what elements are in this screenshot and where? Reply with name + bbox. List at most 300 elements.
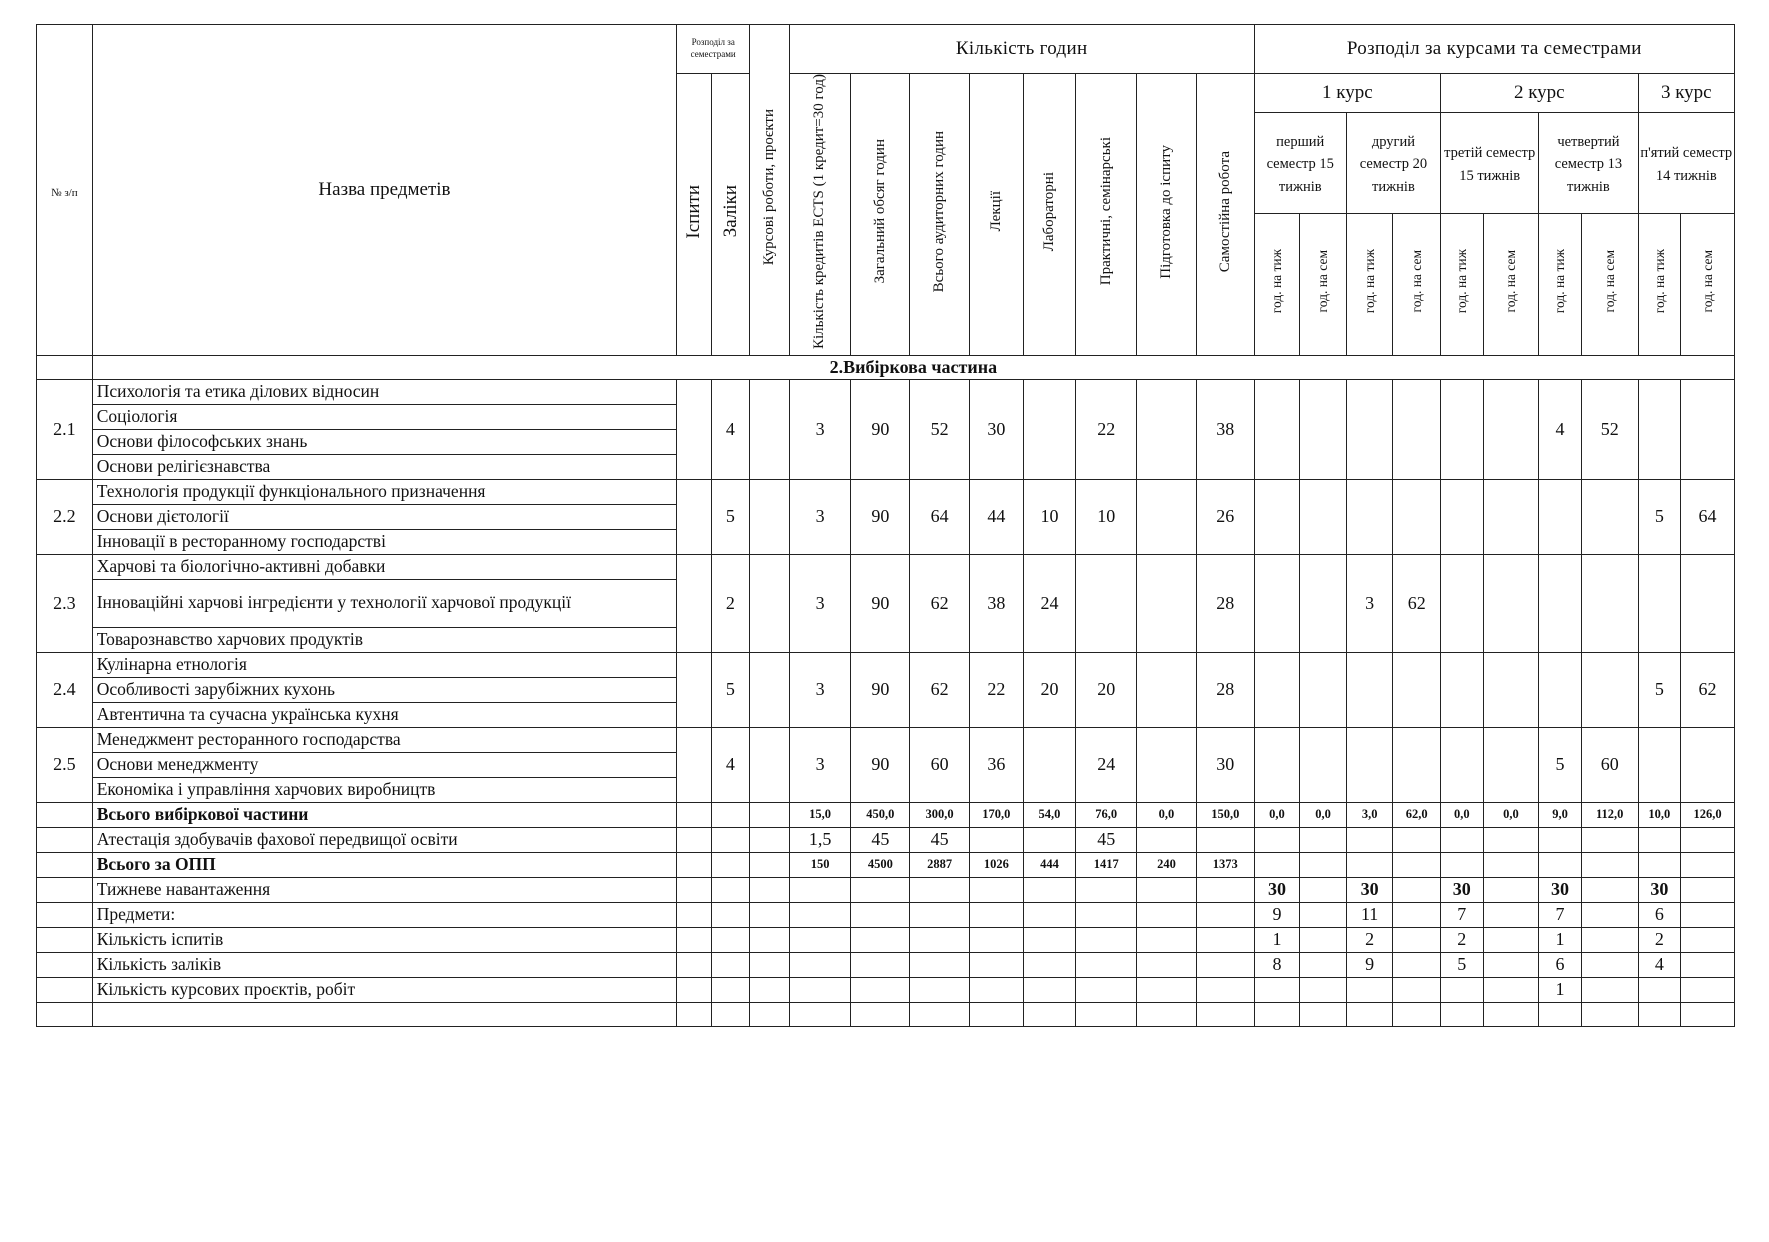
opp-cell: 1417 bbox=[1076, 852, 1137, 877]
totals-cell: 54,0 bbox=[1023, 802, 1076, 827]
exams-cell bbox=[677, 852, 711, 877]
empty-cell bbox=[851, 927, 910, 952]
distribution-cell bbox=[1254, 827, 1300, 852]
prep-cell bbox=[1137, 652, 1197, 727]
empty-cell bbox=[677, 927, 711, 952]
empty-cell bbox=[1196, 1002, 1254, 1026]
labs-cell: 10 bbox=[1023, 479, 1076, 554]
distribution-cell bbox=[1638, 554, 1681, 652]
empty-cell bbox=[1196, 927, 1254, 952]
empty-cell bbox=[1581, 877, 1638, 902]
distribution-cell bbox=[1539, 852, 1582, 877]
course-works-cell bbox=[750, 479, 790, 554]
summary-value: 9 bbox=[1346, 952, 1393, 977]
aud-cell: 60 bbox=[910, 727, 970, 802]
distribution-cell bbox=[1346, 652, 1393, 727]
empty-cell bbox=[1441, 1002, 1484, 1026]
empty-cell bbox=[1300, 877, 1347, 902]
distribution-cell bbox=[1254, 652, 1300, 727]
empty-cell bbox=[1196, 952, 1254, 977]
summary-value: 5 bbox=[1441, 952, 1484, 977]
summary-value: 30 bbox=[1539, 877, 1582, 902]
totals-cell: 450,0 bbox=[851, 802, 910, 827]
empty-cell bbox=[1023, 902, 1076, 927]
distribution-cell bbox=[1539, 652, 1582, 727]
num-cell bbox=[37, 355, 93, 379]
ects-cell: 3 bbox=[789, 554, 851, 652]
empty-cell bbox=[711, 1002, 750, 1026]
attestation-cell: 45 bbox=[851, 827, 910, 852]
empty-cell bbox=[1023, 952, 1076, 977]
curriculum-table bbox=[36, 24, 1735, 1027]
pract-cell: 10 bbox=[1076, 479, 1137, 554]
empty-cell bbox=[789, 902, 851, 927]
empty-cell bbox=[789, 927, 851, 952]
distribution-cell bbox=[1346, 852, 1393, 877]
empty-cell bbox=[1076, 977, 1137, 1002]
header-num: № з/п bbox=[37, 25, 93, 356]
empty-cell bbox=[1076, 1002, 1137, 1026]
empty-cell bbox=[92, 1002, 677, 1026]
opp-row bbox=[37, 852, 1735, 877]
summary-value bbox=[1441, 977, 1484, 1002]
distribution-cell bbox=[1638, 852, 1681, 877]
subject-name: Економіка і управління харчових виробництв bbox=[92, 777, 677, 802]
course-works-cell bbox=[750, 554, 790, 652]
totals-cell: 170,0 bbox=[969, 802, 1023, 827]
header-total-volume: Загальний обсяг годин bbox=[851, 74, 910, 356]
empty-cell bbox=[1076, 952, 1137, 977]
attestation-label: Атестація здобувачів фахової передвищої освіти bbox=[92, 827, 677, 852]
summary-value: 1 bbox=[1539, 977, 1582, 1002]
total-cell: 90 bbox=[851, 554, 910, 652]
empty-cell bbox=[910, 1002, 970, 1026]
header-course3: 3 курс bbox=[1638, 74, 1734, 113]
header-labs: Лабораторні bbox=[1023, 74, 1076, 356]
summary-value: 11 bbox=[1346, 902, 1393, 927]
num-cell bbox=[37, 852, 93, 877]
empty-cell bbox=[789, 877, 851, 902]
pract-cell bbox=[1076, 554, 1137, 652]
distribution-cell bbox=[1300, 554, 1347, 652]
group-num: 2.5 bbox=[37, 727, 93, 802]
empty-cell bbox=[851, 1002, 910, 1026]
subject-name: Харчові та біологічно-активні добавки bbox=[92, 554, 677, 579]
empty-cell bbox=[1076, 902, 1137, 927]
self-cell: 26 bbox=[1196, 479, 1254, 554]
prep-cell bbox=[1137, 479, 1197, 554]
total-cell: 90 bbox=[851, 379, 910, 479]
distribution-cell bbox=[1393, 827, 1441, 852]
empty-cell bbox=[1483, 952, 1539, 977]
summary-value: 30 bbox=[1441, 877, 1484, 902]
course-works-cell bbox=[750, 652, 790, 727]
distribution-cell bbox=[1441, 379, 1484, 479]
course-works-cell bbox=[750, 727, 790, 802]
distribution-cell bbox=[1393, 727, 1441, 802]
zaliky-cell: 2 bbox=[711, 554, 750, 652]
summary-row bbox=[37, 877, 1735, 902]
empty-cell bbox=[677, 977, 711, 1002]
aud-cell: 62 bbox=[910, 652, 970, 727]
header-exam-prep: Підготовка до іспиту bbox=[1137, 74, 1197, 356]
attestation-cell bbox=[1137, 827, 1197, 852]
section-title: 2.Вибіркова частина bbox=[92, 355, 1734, 379]
lect-cell: 38 bbox=[969, 554, 1023, 652]
summary-value: 2 bbox=[1441, 927, 1484, 952]
empty-cell bbox=[910, 877, 970, 902]
empty-cell bbox=[789, 977, 851, 1002]
summary-label: Предмети: bbox=[92, 902, 677, 927]
distribution-cell: 52 bbox=[1581, 379, 1638, 479]
distribution-cell: 5 bbox=[1638, 479, 1681, 554]
distribution-cell: 3 bbox=[1346, 554, 1393, 652]
distribution-cell: 64 bbox=[1681, 479, 1735, 554]
distribution-cell bbox=[1483, 727, 1539, 802]
table-header bbox=[37, 25, 1735, 356]
empty-cell bbox=[750, 977, 790, 1002]
empty-cell bbox=[1254, 1002, 1300, 1026]
summary-value: 4 bbox=[1638, 952, 1681, 977]
subject-name: Автентична та сучасна українська кухня bbox=[92, 702, 677, 727]
total-cell: 90 bbox=[851, 652, 910, 727]
header-zaliky: Заліки bbox=[711, 74, 750, 356]
attestation-cell bbox=[1196, 827, 1254, 852]
zaliky-cell: 5 bbox=[711, 652, 750, 727]
totals-dist-cell: 112,0 bbox=[1581, 802, 1638, 827]
distribution-cell bbox=[1254, 852, 1300, 877]
distribution-cell: 62 bbox=[1393, 554, 1441, 652]
empty-cell bbox=[1196, 977, 1254, 1002]
num-cell bbox=[37, 902, 93, 927]
empty-cell bbox=[1539, 1002, 1582, 1026]
header-hours-group: Кількість годин bbox=[789, 25, 1254, 74]
header-semester-1: перший семестр 15 тижнів bbox=[1254, 113, 1346, 214]
empty-cell bbox=[1581, 902, 1638, 927]
group-num: 2.4 bbox=[37, 652, 93, 727]
exams-cell bbox=[677, 652, 711, 727]
empty-cell bbox=[1023, 977, 1076, 1002]
distribution-cell bbox=[1346, 727, 1393, 802]
header-distribution-semesters: Розподіл за семестрами bbox=[677, 25, 750, 74]
header-course1: 1 курс bbox=[1254, 74, 1440, 113]
table-body bbox=[37, 355, 1735, 1026]
header-per-sem: год. на сем bbox=[1300, 213, 1347, 355]
summary-label: Кількість заліків bbox=[92, 952, 677, 977]
totals-label: Всього вибіркової частини bbox=[92, 802, 677, 827]
zaliky-cell bbox=[711, 827, 750, 852]
empty-cell bbox=[851, 902, 910, 927]
course-works-cell bbox=[750, 379, 790, 479]
summary-value: 6 bbox=[1539, 952, 1582, 977]
header-ects: Кількість кредитів ECTS (1 кредит=30 год) bbox=[789, 74, 851, 356]
summary-value: 7 bbox=[1539, 902, 1582, 927]
totals-dist-cell: 0,0 bbox=[1254, 802, 1300, 827]
totals-dist-cell: 0,0 bbox=[1441, 802, 1484, 827]
empty-cell bbox=[1300, 952, 1347, 977]
empty-row bbox=[37, 1002, 1735, 1026]
distribution-cell bbox=[1681, 852, 1735, 877]
header-distribution-courses: Розподіл за курсами та семестрами bbox=[1254, 25, 1734, 74]
summary-value: 7 bbox=[1441, 902, 1484, 927]
empty-cell bbox=[1137, 952, 1197, 977]
summary-value: 2 bbox=[1346, 927, 1393, 952]
distribution-cell bbox=[1483, 652, 1539, 727]
pract-cell: 24 bbox=[1076, 727, 1137, 802]
empty-cell bbox=[1483, 902, 1539, 927]
header-per-sem: год. на сем bbox=[1393, 213, 1441, 355]
header-per-week: год. на тиж bbox=[1254, 213, 1300, 355]
aud-cell: 62 bbox=[910, 554, 970, 652]
totals-dist-cell: 0,0 bbox=[1300, 802, 1347, 827]
empty-cell bbox=[1137, 927, 1197, 952]
distribution-cell: 5 bbox=[1638, 652, 1681, 727]
ects-cell: 3 bbox=[789, 652, 851, 727]
empty-cell bbox=[1076, 927, 1137, 952]
summary-value bbox=[1254, 977, 1300, 1002]
header-per-week: год. на тиж bbox=[1539, 213, 1582, 355]
ects-cell: 3 bbox=[789, 479, 851, 554]
pract-cell: 22 bbox=[1076, 379, 1137, 479]
total-cell: 90 bbox=[851, 479, 910, 554]
distribution-cell bbox=[1681, 827, 1735, 852]
distribution-cell bbox=[1300, 727, 1347, 802]
empty-cell bbox=[1483, 977, 1539, 1002]
pract-cell: 20 bbox=[1076, 652, 1137, 727]
totals-dist-cell: 9,0 bbox=[1539, 802, 1582, 827]
summary-label: Кількість іспитів bbox=[92, 927, 677, 952]
distribution-cell bbox=[1681, 554, 1735, 652]
exams-cell bbox=[677, 727, 711, 802]
distribution-cell bbox=[1346, 479, 1393, 554]
summary-row bbox=[37, 977, 1735, 1002]
subject-name: Основи філософських знань bbox=[92, 429, 677, 454]
distribution-cell bbox=[1346, 379, 1393, 479]
empty-cell bbox=[969, 952, 1023, 977]
summary-value: 1 bbox=[1539, 927, 1582, 952]
self-cell: 30 bbox=[1196, 727, 1254, 802]
header-lectures: Лекції bbox=[969, 74, 1023, 356]
summary-value bbox=[1638, 977, 1681, 1002]
distribution-cell bbox=[1346, 827, 1393, 852]
self-cell: 28 bbox=[1196, 652, 1254, 727]
empty-cell bbox=[1393, 877, 1441, 902]
subject-name: Менеджмент ресторанного господарства bbox=[92, 727, 677, 752]
zaliky-cell: 5 bbox=[711, 479, 750, 554]
empty-cell bbox=[750, 877, 790, 902]
distribution-cell bbox=[1441, 852, 1484, 877]
course-works-cell bbox=[750, 852, 790, 877]
totals-cell: 300,0 bbox=[910, 802, 970, 827]
empty-cell bbox=[1681, 977, 1735, 1002]
distribution-cell bbox=[1441, 827, 1484, 852]
totals-row bbox=[37, 802, 1735, 827]
empty-cell bbox=[750, 1002, 790, 1026]
summary-row bbox=[37, 927, 1735, 952]
empty-cell bbox=[910, 952, 970, 977]
empty-cell bbox=[1076, 877, 1137, 902]
opp-cell: 240 bbox=[1137, 852, 1197, 877]
header-self-work: Самостійна робота bbox=[1196, 74, 1254, 356]
empty-cell bbox=[750, 952, 790, 977]
num-cell bbox=[37, 827, 93, 852]
empty-cell bbox=[1681, 927, 1735, 952]
distribution-cell bbox=[1581, 652, 1638, 727]
empty-cell bbox=[1300, 927, 1347, 952]
empty-cell bbox=[789, 1002, 851, 1026]
distribution-cell bbox=[1681, 379, 1735, 479]
group-num: 2.1 bbox=[37, 379, 93, 479]
summary-label: Кількість курсових проєктів, робіт bbox=[92, 977, 677, 1002]
attestation-row bbox=[37, 827, 1735, 852]
empty-cell bbox=[711, 877, 750, 902]
subject-name: Кулінарна етнологія bbox=[92, 652, 677, 677]
distribution-cell bbox=[1300, 652, 1347, 727]
ects-cell: 3 bbox=[789, 727, 851, 802]
empty-cell bbox=[677, 902, 711, 927]
course-works-cell bbox=[750, 802, 790, 827]
empty-cell bbox=[711, 952, 750, 977]
distribution-cell bbox=[1483, 852, 1539, 877]
opp-cell: 150 bbox=[789, 852, 851, 877]
empty-cell bbox=[1681, 1002, 1735, 1026]
empty-cell bbox=[1581, 977, 1638, 1002]
empty-cell bbox=[1393, 977, 1441, 1002]
empty-cell bbox=[1300, 977, 1347, 1002]
opp-cell: 2887 bbox=[910, 852, 970, 877]
empty-cell bbox=[1581, 952, 1638, 977]
distribution-cell bbox=[1254, 554, 1300, 652]
header-semester-5: п'ятий семестр 14 тижнів bbox=[1638, 113, 1734, 214]
totals-dist-cell: 3,0 bbox=[1346, 802, 1393, 827]
distribution-cell bbox=[1581, 554, 1638, 652]
empty-cell bbox=[1023, 927, 1076, 952]
distribution-cell bbox=[1539, 554, 1582, 652]
empty-cell bbox=[969, 1002, 1023, 1026]
attestation-cell: 45 bbox=[1076, 827, 1137, 852]
num-cell bbox=[37, 802, 93, 827]
distribution-cell bbox=[1539, 479, 1582, 554]
summary-value: 30 bbox=[1254, 877, 1300, 902]
empty-cell bbox=[1393, 952, 1441, 977]
subject-name: Інноваційні харчові інгредієнти у технології харчової продукції bbox=[92, 579, 677, 627]
empty-cell bbox=[1137, 902, 1197, 927]
empty-cell bbox=[910, 927, 970, 952]
prep-cell bbox=[1137, 727, 1197, 802]
section-row bbox=[37, 355, 1735, 379]
zaliky-cell bbox=[711, 852, 750, 877]
header-per-sem: год. на сем bbox=[1483, 213, 1539, 355]
header-practicals: Практичні, семінарські bbox=[1076, 74, 1137, 356]
total-cell: 90 bbox=[851, 727, 910, 802]
empty-cell bbox=[969, 877, 1023, 902]
attestation-cell bbox=[969, 827, 1023, 852]
subject-name: Основи релігієзнавства bbox=[92, 454, 677, 479]
distribution-cell bbox=[1300, 852, 1347, 877]
num-cell bbox=[37, 877, 93, 902]
empty-cell bbox=[1581, 1002, 1638, 1026]
opp-cell: 4500 bbox=[851, 852, 910, 877]
summary-value: 2 bbox=[1638, 927, 1681, 952]
aud-cell: 52 bbox=[910, 379, 970, 479]
distribution-cell bbox=[1254, 379, 1300, 479]
summary-value: 1 bbox=[1254, 927, 1300, 952]
empty-cell bbox=[910, 902, 970, 927]
attestation-cell: 45 bbox=[910, 827, 970, 852]
empty-cell bbox=[1393, 902, 1441, 927]
empty-cell bbox=[1581, 927, 1638, 952]
empty-cell bbox=[851, 877, 910, 902]
distribution-cell bbox=[1393, 379, 1441, 479]
subject-name: Основи менеджменту bbox=[92, 752, 677, 777]
empty-cell bbox=[1137, 877, 1197, 902]
empty-cell bbox=[677, 952, 711, 977]
distribution-cell bbox=[1254, 479, 1300, 554]
empty-cell bbox=[677, 877, 711, 902]
empty-cell bbox=[1023, 877, 1076, 902]
self-cell: 28 bbox=[1196, 554, 1254, 652]
zaliky-cell: 4 bbox=[711, 379, 750, 479]
prep-cell bbox=[1137, 379, 1197, 479]
empty-cell bbox=[1483, 1002, 1539, 1026]
empty-cell bbox=[851, 977, 910, 1002]
course-works-cell bbox=[750, 827, 790, 852]
summary-label: Тижневе навантаження bbox=[92, 877, 677, 902]
distribution-cell bbox=[1300, 827, 1347, 852]
header-course2: 2 курс bbox=[1441, 74, 1639, 113]
header-total-auditory: Всього аудиторних годин bbox=[910, 74, 970, 356]
empty-cell bbox=[1638, 1002, 1681, 1026]
distribution-cell bbox=[1254, 727, 1300, 802]
exams-cell bbox=[677, 802, 711, 827]
exams-cell bbox=[677, 379, 711, 479]
summary-value: 6 bbox=[1638, 902, 1681, 927]
zaliky-cell bbox=[711, 802, 750, 827]
labs-cell bbox=[1023, 379, 1076, 479]
header-semester-3: третій семестр 15 тижнів bbox=[1441, 113, 1539, 214]
subject-name: Технологія продукції функціонального призначення bbox=[92, 479, 677, 504]
distribution-cell bbox=[1441, 727, 1484, 802]
empty-cell bbox=[969, 902, 1023, 927]
num-cell bbox=[37, 927, 93, 952]
distribution-cell bbox=[1581, 852, 1638, 877]
distribution-cell bbox=[1300, 379, 1347, 479]
distribution-cell: 60 bbox=[1581, 727, 1638, 802]
empty-cell bbox=[1681, 902, 1735, 927]
summary-value: 30 bbox=[1346, 877, 1393, 902]
empty-cell bbox=[1483, 877, 1539, 902]
lect-cell: 30 bbox=[969, 379, 1023, 479]
empty-cell bbox=[750, 902, 790, 927]
self-cell: 38 bbox=[1196, 379, 1254, 479]
distribution-cell bbox=[1483, 827, 1539, 852]
distribution-cell bbox=[1681, 727, 1735, 802]
empty-cell bbox=[677, 1002, 711, 1026]
totals-cell: 76,0 bbox=[1076, 802, 1137, 827]
attestation-cell: 1,5 bbox=[789, 827, 851, 852]
distribution-cell bbox=[1393, 852, 1441, 877]
group-num: 2.3 bbox=[37, 554, 93, 652]
distribution-cell bbox=[1483, 479, 1539, 554]
num-cell bbox=[37, 977, 93, 1002]
header-per-week: год. на тиж bbox=[1638, 213, 1681, 355]
exams-cell bbox=[677, 827, 711, 852]
subject-name: Основи дієтології bbox=[92, 504, 677, 529]
ects-cell: 3 bbox=[789, 379, 851, 479]
header-per-sem: год. на сем bbox=[1681, 213, 1735, 355]
distribution-cell bbox=[1441, 554, 1484, 652]
header-semester-4: четвертий семестр 13 тижнів bbox=[1539, 113, 1638, 214]
